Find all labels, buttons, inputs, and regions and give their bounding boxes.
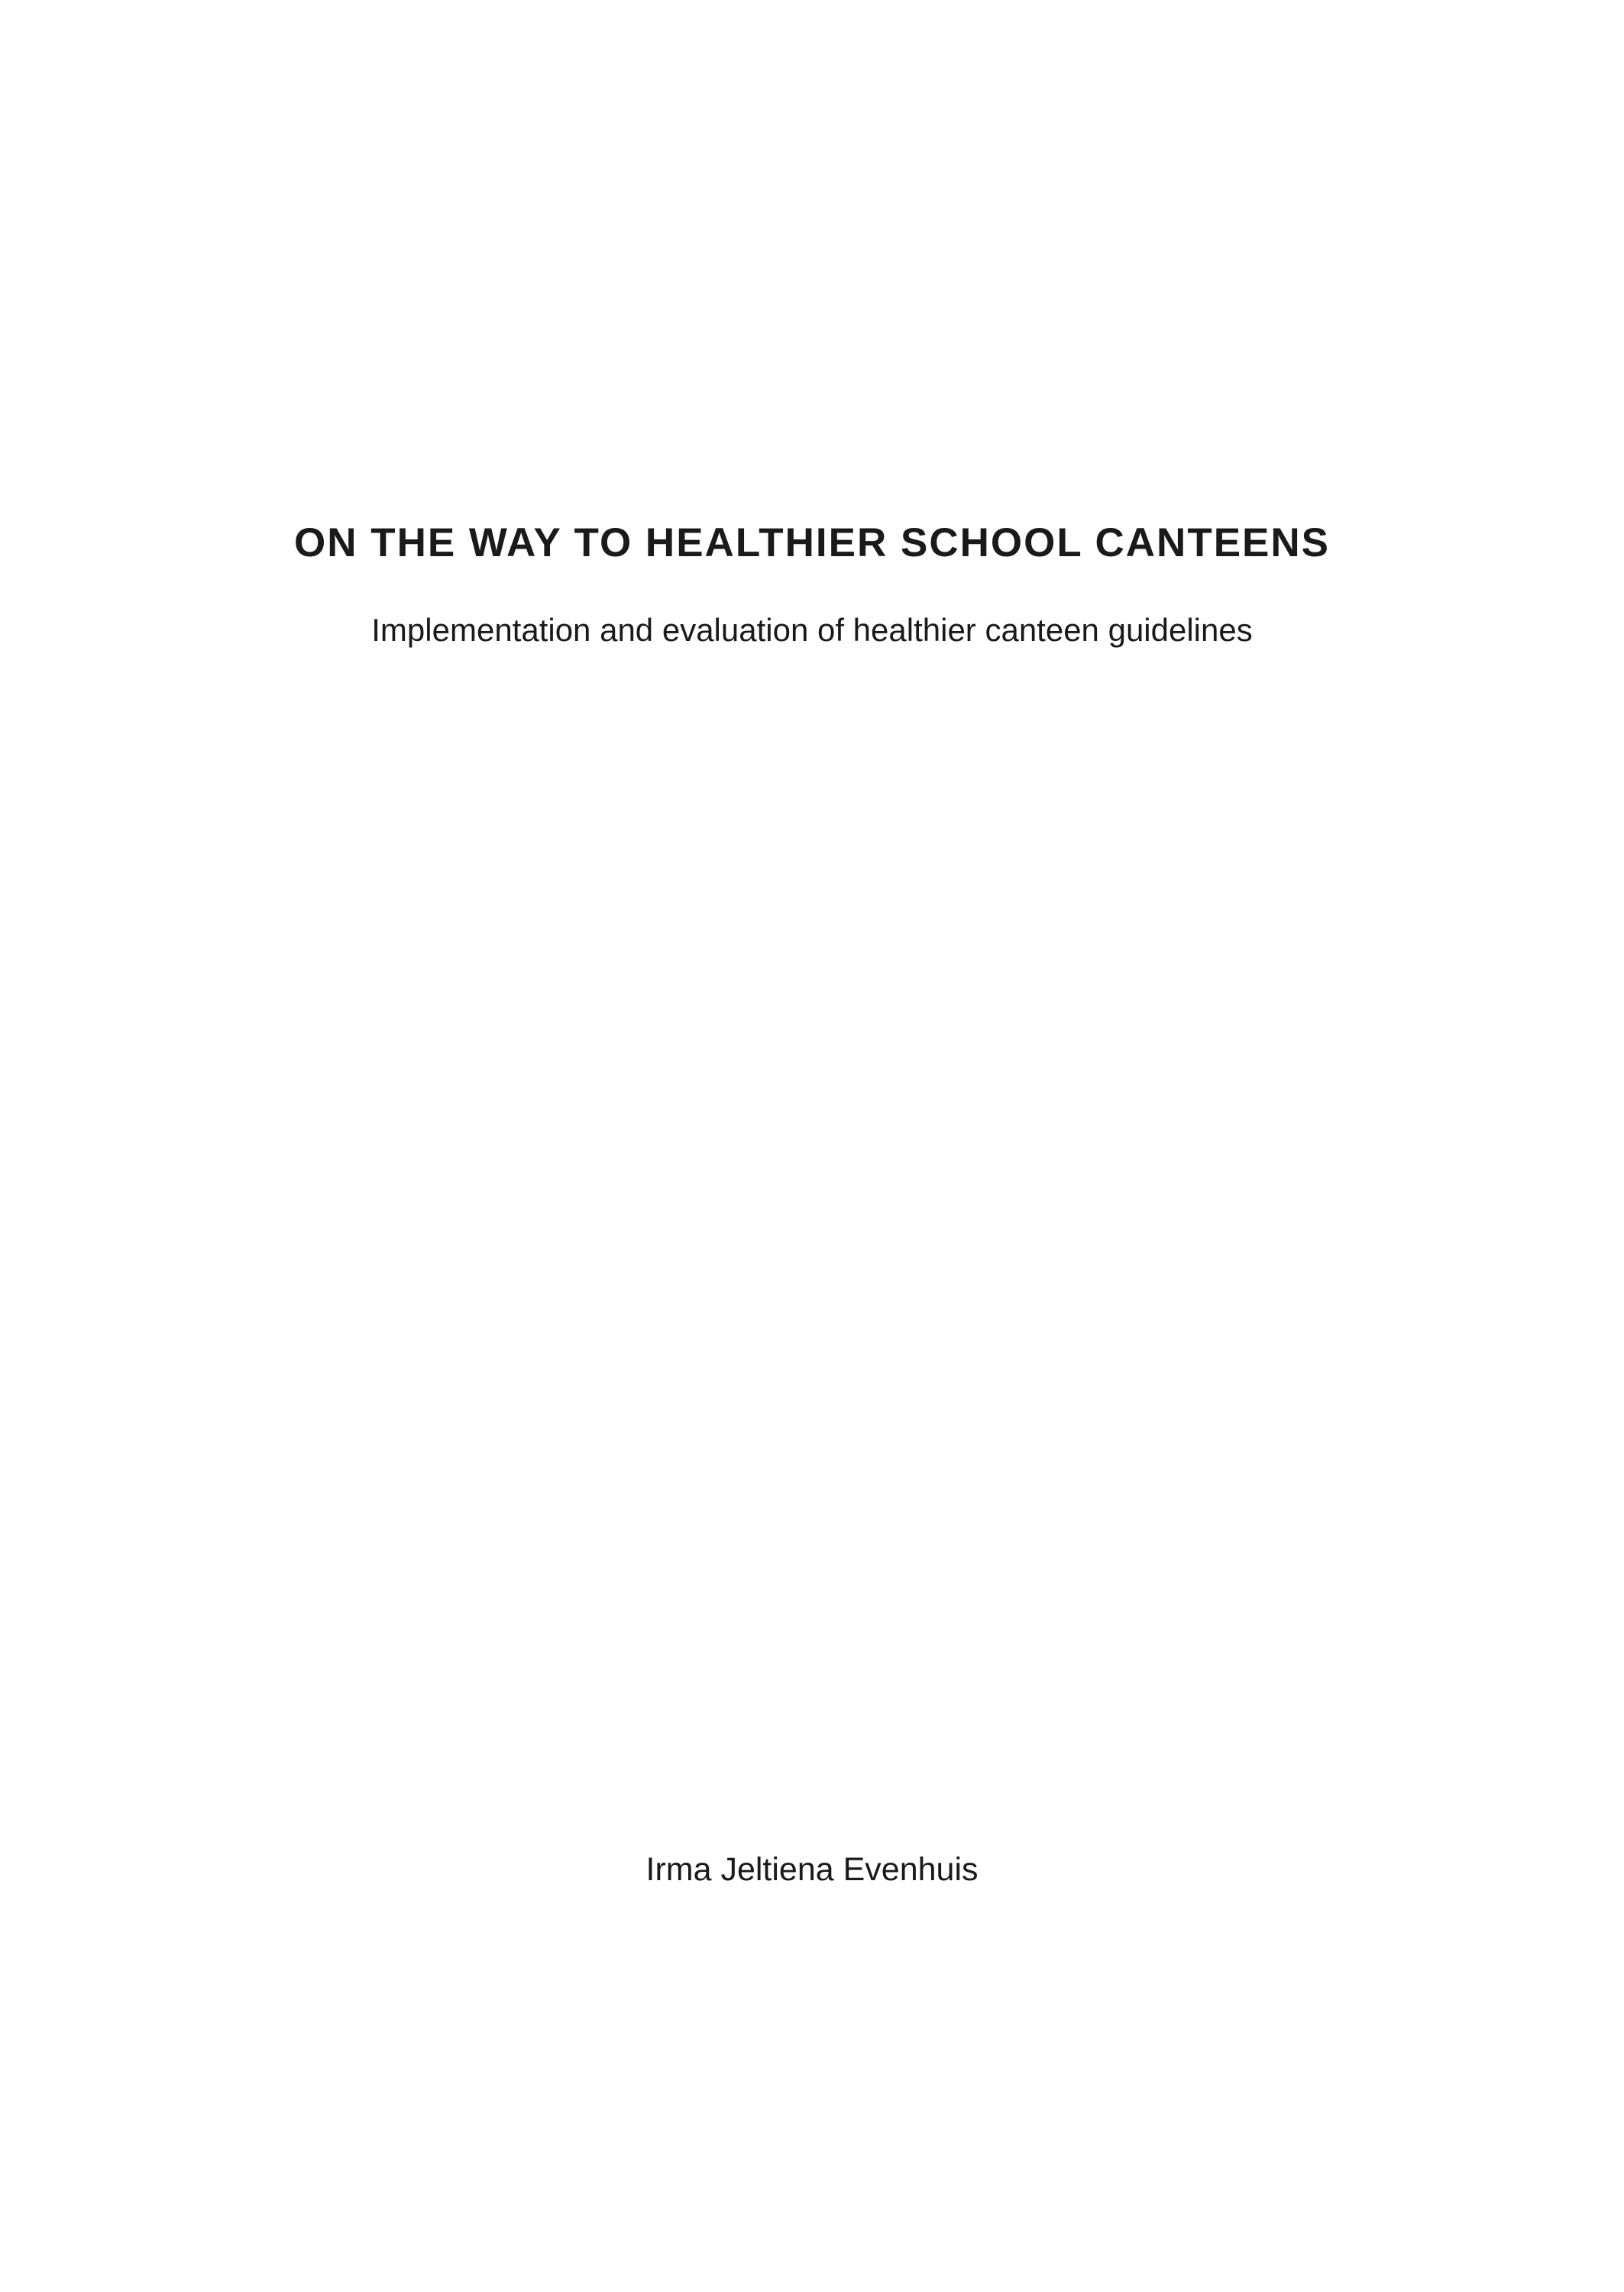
document-title: ON THE WAY TO HEALTHIER SCHOOL CANTEENS (293, 520, 1331, 565)
document-subtitle: Implementation and evaluation of healthier canteen guidelines (371, 612, 1253, 648)
author-name: Irma Jeltiena Evenhuis (645, 1851, 979, 1888)
